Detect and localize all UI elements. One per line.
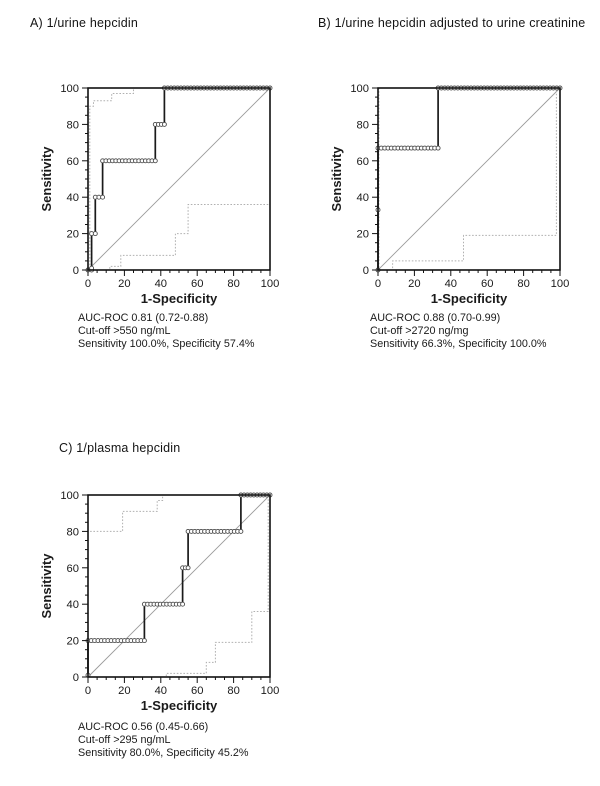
svg-text:20: 20 [118, 685, 131, 697]
tick-labels [60, 490, 279, 697]
x-axis-label: 1-Specificity [140, 291, 218, 306]
svg-text:60: 60 [356, 155, 369, 168]
y-axis-label: Sensitivity [329, 146, 344, 212]
sens-spec-line: Sensitivity 66.3%, Specificity 100.0% [370, 338, 547, 351]
cutoff-line: Cut-off >2720 ng/mg [370, 325, 469, 338]
auc-roc-line: AUC-ROC 0.81 (0.72-0.88) [78, 312, 209, 324]
sens-spec-line: Sensitivity 80.0%, Specificity 45.2% [78, 747, 249, 760]
diagonal-reference-line [88, 495, 270, 677]
svg-text:0: 0 [362, 265, 369, 277]
svg-text:100: 100 [550, 278, 570, 290]
svg-text:60: 60 [480, 278, 494, 290]
svg-text:80: 80 [66, 119, 79, 132]
sens-spec-line: Sensitivity 100.0%, Specificity 57.4% [78, 338, 255, 351]
auc-roc-line: AUC-ROC 0.56 (0.45-0.66) [78, 721, 209, 733]
svg-text:80: 80 [227, 685, 240, 697]
svg-text:20: 20 [118, 278, 131, 290]
svg-text:100: 100 [60, 490, 79, 502]
svg-text:40: 40 [66, 192, 79, 205]
svg-text:60: 60 [190, 685, 204, 697]
x-axis-label: 1-Specificity [430, 291, 508, 306]
tick-labels [350, 83, 569, 290]
cutoff-line: Cut-off >295 ng/mL [78, 734, 171, 747]
svg-text:20: 20 [66, 635, 79, 648]
svg-text:80: 80 [356, 119, 369, 132]
diagonal-reference-line [378, 88, 560, 270]
roc-chart-a [38, 80, 290, 316]
svg-text:80: 80 [517, 278, 530, 290]
y-axis-label: Sensitivity [39, 146, 54, 212]
svg-text:0: 0 [374, 278, 382, 290]
svg-text:60: 60 [66, 562, 79, 575]
roc-chart-c [38, 487, 290, 723]
svg-text:80: 80 [227, 278, 240, 290]
svg-text:20: 20 [408, 278, 421, 290]
svg-text:100: 100 [260, 685, 280, 697]
diagonal-reference-line [88, 88, 270, 270]
svg-text:40: 40 [356, 192, 369, 205]
y-axis-label: Sensitivity [39, 553, 54, 619]
cutoff-line: Cut-off >550 ng/mL [78, 325, 171, 338]
panel-b-title: B) 1/urine hepcidin adjusted to urine creatinine [318, 16, 586, 30]
panel-a-title: A) 1/urine hepcidin [30, 16, 139, 30]
svg-text:80: 80 [66, 526, 79, 539]
roc-chart-b [328, 80, 580, 316]
svg-text:60: 60 [66, 155, 79, 168]
svg-text:40: 40 [444, 278, 458, 290]
auc-roc-line: AUC-ROC 0.88 (0.70-0.99) [370, 312, 501, 324]
svg-text:100: 100 [350, 83, 369, 95]
svg-text:20: 20 [66, 228, 79, 241]
svg-text:40: 40 [66, 599, 79, 612]
panel-c-title: C) 1/plasma hepcidin [59, 441, 181, 455]
svg-text:0: 0 [84, 685, 92, 697]
svg-text:40: 40 [154, 685, 168, 697]
svg-text:0: 0 [72, 265, 79, 277]
svg-text:40: 40 [154, 278, 168, 290]
x-axis-label: 1-Specificity [140, 698, 218, 713]
svg-text:0: 0 [72, 672, 79, 684]
svg-text:0: 0 [84, 278, 92, 290]
panel-b-stats [370, 312, 546, 352]
panel-c-stats [78, 721, 248, 761]
panel-a-stats [78, 312, 254, 352]
upper-ci-curve [88, 495, 270, 562]
svg-text:20: 20 [356, 228, 369, 241]
svg-text:60: 60 [190, 278, 204, 290]
svg-text:100: 100 [60, 83, 79, 95]
tick-labels [60, 83, 279, 290]
svg-text:100: 100 [260, 278, 280, 290]
